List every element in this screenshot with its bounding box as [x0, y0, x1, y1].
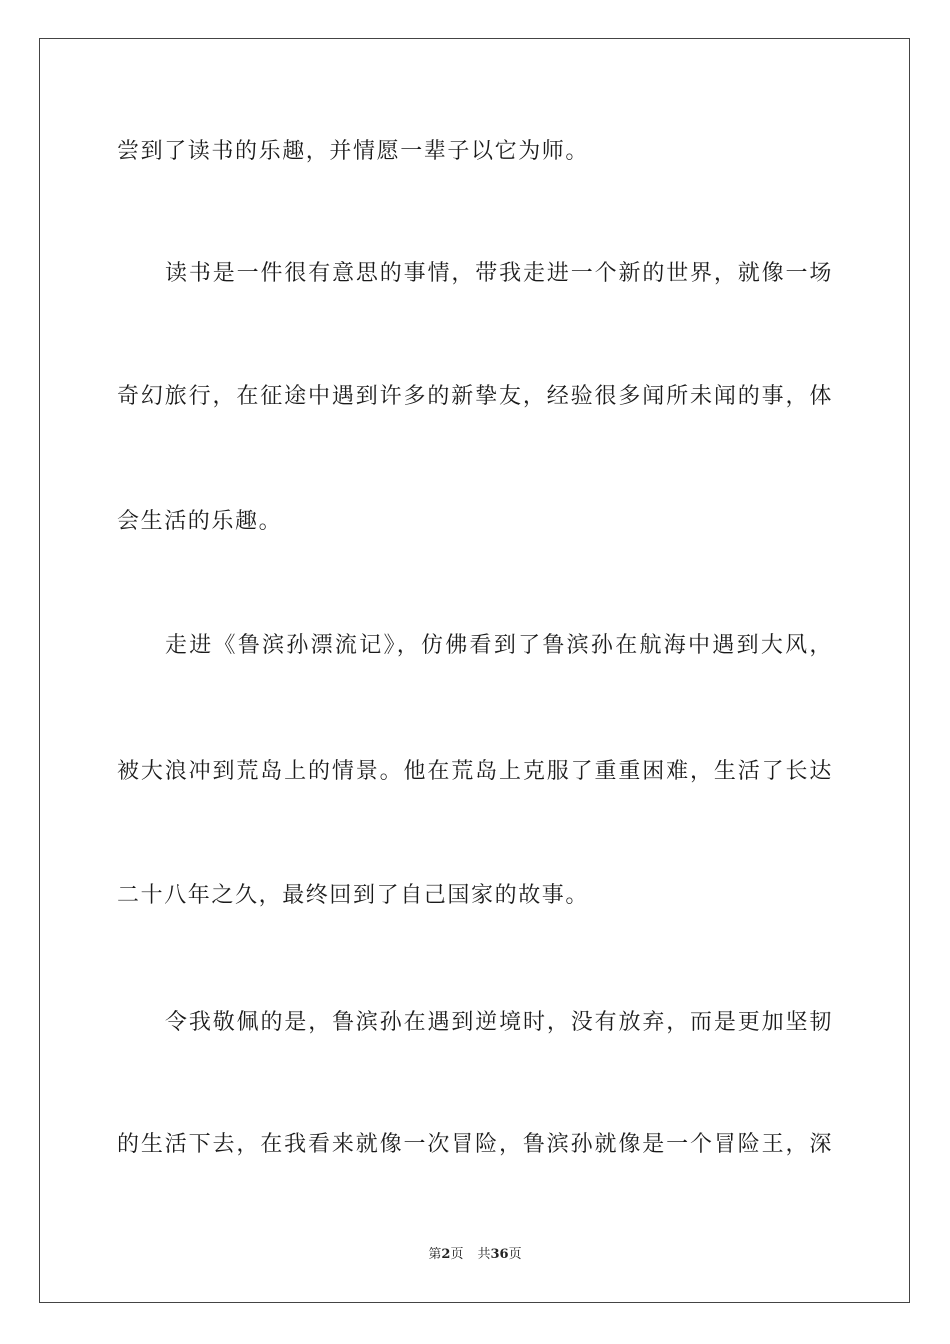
page-footer [0, 1246, 950, 1264]
total-pages: 36 [490, 1247, 509, 1262]
text-line: 奇幻旅行，在征途中遇到许多的新挚友，经验很多闻所未闻的事，体 [117, 384, 833, 409]
page-number: 2 [441, 1247, 451, 1262]
page-prefix: 第 [428, 1247, 442, 1262]
paragraph-start-line: 读书是一件很有意思的事情，带我走进一个新的世界，就像一场 [165, 261, 833, 286]
text-line: 会生活的乐趣。 [117, 509, 283, 534]
total-prefix: 共 [477, 1247, 491, 1262]
text-line: 被大浪冲到荒岛上的情景。他在荒岛上克服了重重困难，生活了长达 [117, 759, 833, 784]
paragraph-start-line: 走进《鲁滨孙漂流记》，仿佛看到了鲁滨孙在航海中遇到大风， [165, 633, 833, 658]
text-line: 二十八年之久，最终回到了自己国家的故事。 [117, 883, 590, 908]
page-border [39, 38, 910, 1303]
page-suffix: 页 [450, 1247, 464, 1262]
text-line: 尝到了读书的乐趣，并情愿一辈子以它为师。 [117, 139, 590, 164]
total-suffix: 页 [508, 1247, 522, 1262]
text-line: 的生活下去，在我看来就像一次冒险，鲁滨孙就像是一个冒险王，深 [117, 1132, 833, 1157]
paragraph-start-line: 令我敬佩的是，鲁滨孙在遇到逆境时，没有放弃，而是更加坚韧 [165, 1010, 833, 1035]
